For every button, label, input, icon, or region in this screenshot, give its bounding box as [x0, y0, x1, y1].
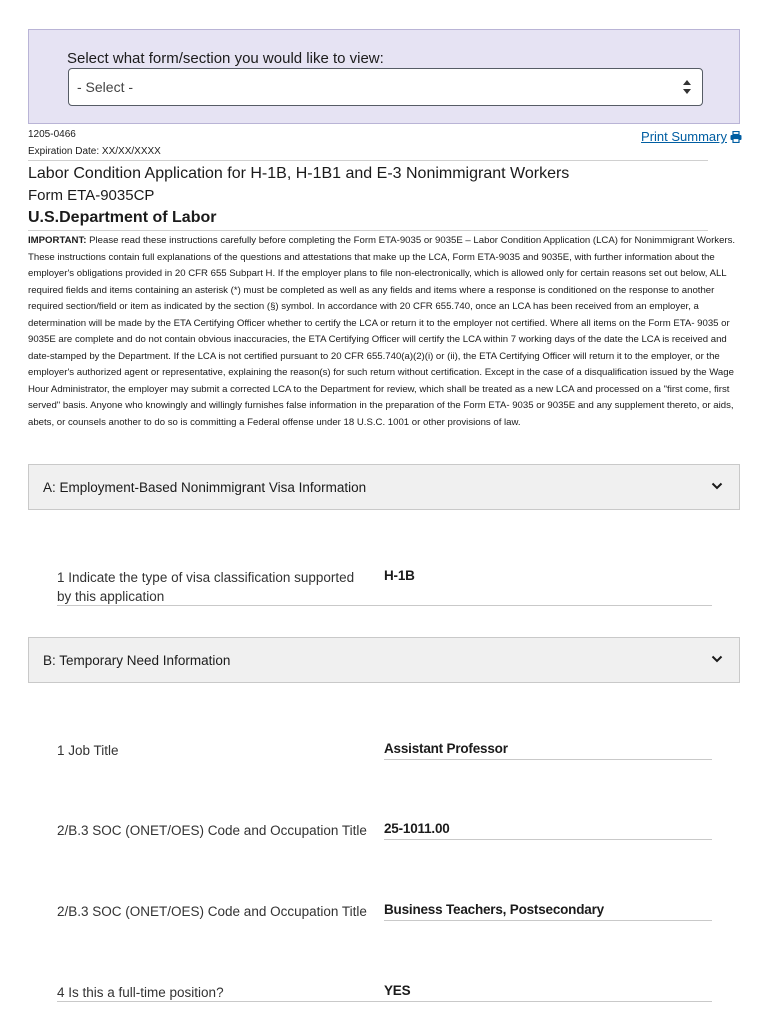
field-label: 4 Is this a full-time position? [57, 985, 224, 1000]
form-number: Form ETA-9035CP [28, 187, 155, 204]
section-a-accordion[interactable] [28, 464, 740, 510]
section-b-title: B: Temporary Need Information [43, 653, 231, 668]
chevron-down-icon [711, 481, 723, 491]
important-text: Please read these instructions carefully before completing the Form ETA-9035 or 9035E – Labor Condition Application (LCA) for Nonimmigrant Workers. These instructions contain full explanations of the questions and attestations that make up the LCA, Form ETA-9035 and 9035E, with further information about the employer's obligations provided in 20 CFR 655 Subpart H. If the employer plans to file non-electronically, which is allowed only for certain reasons set out below, ALL required fields and items containing an asterisk (*) must be completed as well as any fields and items where a response is conditioned on the response to another required section/field or item as indicated by the section (§) symbol. In accordance with 20 CFR 655.740, once an LCA has been received from an employer, a determination will be made by the ETA Certifying Officer whether to certify the LCA or return it to the employer not certified. Where all items on the Form ETA- 9035 or 9035E are complete and do not contain obvious inaccuracies, the ETA Certifying Officer will certify the LCA within 7 working days of the date the LCA is received and date-stamped by the Department. If the LCA is not certified pursuant to 20 CFR 655.740(a)(2)(i) or (ii), the ETA Certifying Officer will return it to the employer, or the employer's authorized agent or representative, explaining the reason(s) for such return without certification. Except in the case of a disqualification issued by the Wage Hour Administrator, the employer may submit a corrected LCA to the Department for review, which shall be treated as a new LCA and processed on a "first come, first served" basis. Anyone who knowingly and willingly furnishes false information in the preparation of the Form ETA- 9035 or 9035E and any supplement thereto, or aids, abets, or counsels another to do so is committing a Federal offense under 18 U.S.C. 1001 or other provisions of law. [28, 235, 736, 428]
field-value: 25-1011.00 [384, 821, 450, 836]
expiration-date: Expiration Date: XX/XX/XXXX [28, 146, 161, 157]
field-underline [384, 759, 712, 760]
sort-arrows-icon [682, 78, 692, 96]
section-select-value: - Select - [77, 79, 134, 95]
section-selector-panel [28, 29, 740, 124]
field-label: 1 Job Title [57, 743, 119, 758]
section-a-title: A: Employment-Based Nonimmigrant Visa Information [43, 480, 367, 495]
divider [28, 230, 708, 231]
printer-icon [730, 131, 742, 143]
form-title: Labor Condition Application for H-1B, H-1B1 and E-3 Nonimmigrant Workers [28, 165, 570, 182]
print-summary-link[interactable] [641, 129, 742, 144]
section-select[interactable] [68, 68, 703, 106]
section-b-accordion[interactable] [28, 637, 740, 683]
selector-label: Select what form/section you would like to view: [67, 50, 384, 67]
field-value: H-1B [384, 568, 415, 583]
field-label: 1 Indicate the type of visa classification supported by this application [57, 570, 355, 604]
divider [28, 160, 708, 161]
field-value: YES [384, 983, 411, 998]
field-underline [384, 920, 712, 921]
chevron-down-icon [711, 654, 723, 664]
field-underline [384, 839, 712, 840]
important-notice [28, 233, 741, 431]
field-underline [57, 605, 712, 606]
print-summary-label: Print Summary [641, 129, 727, 144]
field-underline [57, 1001, 712, 1002]
field-label: 2/B.3 SOC (ONET/OES) Code and Occupation Title [57, 823, 367, 838]
department-name: U.S.Department of Labor [28, 209, 217, 226]
field-value: Business Teachers, Postsecondary [384, 902, 604, 917]
omb-number: 1205-0466 [28, 129, 76, 140]
important-lead: IMPORTANT: [28, 235, 87, 246]
field-label: 2/B.3 SOC (ONET/OES) Code and Occupation Title [57, 904, 367, 919]
field-value: Assistant Professor [384, 741, 508, 756]
